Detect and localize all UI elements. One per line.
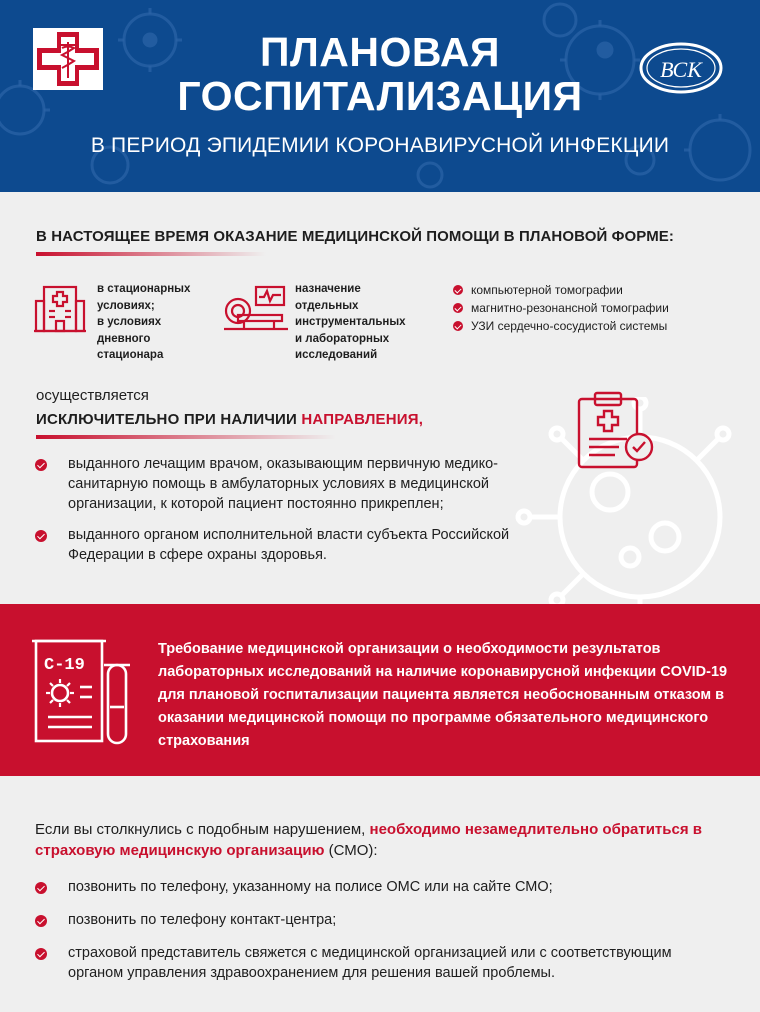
check-icon [35, 530, 47, 542]
list-item: компьютерной томографии [453, 281, 669, 299]
list-item: позвонить по телефону, указанному на полисе ОМС или на сайте СМО; [35, 877, 715, 897]
covid-warning-band [0, 604, 760, 776]
list-item: выданного лечащим врачом, оказывающим первичную медико-санитарную помощь в амбулаторных условиях в медицинской организации, к которой пациент постоянно прикреплен; [35, 454, 575, 514]
hospital-building-icon [34, 283, 86, 333]
check-icon [35, 459, 47, 471]
check-icon [453, 321, 463, 331]
covid-test-document-icon [30, 637, 138, 747]
header-banner [0, 0, 760, 192]
page-title-line2: ГОСПИТАЛИЗАЦИЯ [177, 73, 583, 119]
page-subtitle: В ПЕРИОД ЭПИДЕМИИ КОРОНАВИРУСНОЙ ИНФЕКЦИИ [90, 134, 670, 157]
page-title-line1: ПЛАНОВАЯ [260, 29, 500, 75]
check-icon [453, 285, 463, 295]
section-heading: В НАСТОЯЩЕЕ ВРЕМЯ ОКАЗАНИЕ МЕДИЦИНСКОЙ ПОМОЩИ В ПЛАНОВОЙ ФОРМЕ: [36, 228, 674, 245]
referral-underline [36, 435, 336, 439]
actions-list [35, 877, 715, 983]
mri-scanner-icon [224, 285, 288, 331]
check-icon [35, 915, 47, 927]
check-icon [453, 303, 463, 313]
check-icon [35, 882, 47, 894]
list-item: выданного органом исполнительной власти субъекта Российской Федерации в сфере охраны здоровья. [35, 525, 575, 565]
list-item: магнитно-резонансной томографии [453, 299, 669, 317]
violation-section [0, 776, 760, 1012]
realized-text: осуществляется [36, 387, 149, 404]
referral-heading: ИСКЛЮЧИТЕЛЬНО ПРИ НАЛИЧИИ НАПРАВЛЕНИЯ, [36, 411, 424, 428]
violation-intro-text: Если вы столкнулись с подобным нарушением, необходимо незамедлительно обратиться в страховую медицинскую организацию (СМО): [35, 821, 702, 859]
check-icon [35, 948, 47, 960]
diagnostic-tests-list [453, 281, 669, 335]
list-item: УЗИ сердечно-сосудистой системы [453, 317, 669, 335]
referral-conditions-list [35, 454, 575, 565]
planned-care-section [0, 192, 760, 604]
svg-text:C-19: C-19 [44, 656, 85, 675]
list-item: позвонить по телефону контакт-центра; [35, 910, 715, 930]
list-item: страховой представитель свяжется с медицинской организацией или с соответствующим органом управления здравоохранением для решения вашей проблемы. [35, 943, 715, 983]
covid-warning-text: Требование медицинской организации о необходимости результатов лабораторных исследований на наличие коронавирусной инфекции COVID-19 для плановой госпитализации пациента является необоснованным отказом в оказании медицинской помощи по программе обязательного медицинского страхования [158, 641, 728, 749]
instrumental-studies-text: назначение отдельных инструментальных и лабораторных исследований [295, 283, 406, 361]
svg-text:ВСК: ВСК [660, 57, 702, 82]
medical-clipboard-icon [575, 391, 657, 471]
heading-underline [36, 252, 266, 256]
inpatient-conditions-text: в стационарных условиях; в условиях дневного стационара [97, 283, 191, 361]
